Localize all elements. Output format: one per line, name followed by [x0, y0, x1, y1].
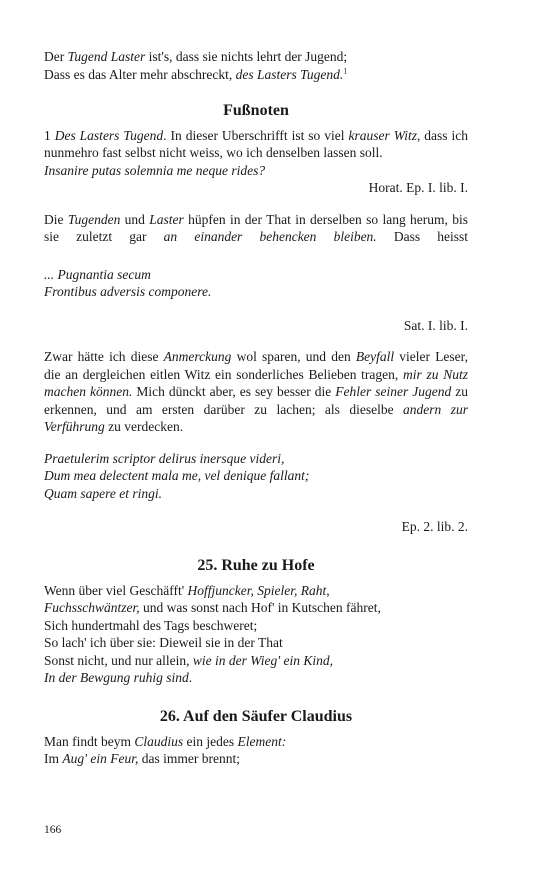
latin-quote-3-line-1: Praetulerim scriptor delirus inersque videri, — [44, 450, 285, 466]
poem-25-line-3: Sich hundertmahl des Tags beschweret; — [44, 617, 258, 633]
intro-line-1 — [44, 48, 468, 66]
poem-26-heading: 26. Auf den Säufer Claudius — [159, 707, 353, 725]
poem-25-heading: 25. Ruhe zu Hofe — [197, 556, 315, 574]
text: Der — [44, 49, 68, 64]
text: ist's, dass sie nichts lehrt der Jugend; — [145, 49, 348, 64]
footnote-number: 1 — [44, 127, 55, 143]
italic-text: des Lasters Tugend. — [235, 66, 344, 82]
citation-2: Sat. I. lib. I. — [403, 317, 468, 333]
poem-25-line-4: So lach' ich über sie: Dieweil sie in der That — [44, 635, 283, 650]
latin-quote-1: Insanire putas solemnia me neque rides? — [44, 162, 266, 178]
poem-25-line-6: In der Bewgung ruhig sind. — [44, 670, 193, 685]
italic-text: Tugend Laster — [67, 49, 146, 64]
poem-26-line-2: Im Aug' ein Feur, das immer brennt; — [44, 751, 240, 766]
latin-quote-3-line-2: Dum mea delectent mala me, vel denique fallant; — [44, 468, 310, 483]
footnote-paragraph-2: Die Tugenden und Laster hüpfen in der That in derselben so lang herum, bis sie zuletzt gar an einander behencken bleiben. Dass heisst — [44, 211, 469, 244]
italic-text: Des Lasters Tugend — [54, 127, 164, 143]
page-number: 166 — [44, 824, 62, 836]
footnote-marker[interactable]: 1 — [343, 66, 348, 75]
latin-quote-3-line-3: Quam sapere et ringi. — [44, 485, 162, 501]
footnote-paragraph-3: Zwar hätte ich diese Anmerckung wol sparen, und den Beyfall vieler Leser, die an dergleichen eitlen Witz ein sonderliches Belieben tragen, mir zu Nutz machen können. Mich dünckt aber, es sey besser die Fehler seiner Jugend zu erkennen, und am ersten darüber zu lachen; als dieselbe andern zur Verführung zu verdecken. — [44, 349, 469, 434]
poem-26-line-1: Man findt beym Claudius ein jedes Element: — [44, 733, 287, 749]
italic-text: krauser Witz — [348, 127, 417, 143]
latin-quote-2-line-2: Frontibus adversis componere. — [44, 284, 212, 299]
page-body — [44, 48, 468, 768]
text: . In dieser Uberschrifft ist so viel — [163, 127, 349, 143]
poem-25-line-5: Sonst nicht, und nur allein, wie in der Wieg' ein Kind, — [44, 652, 333, 668]
citation-3: Ep. 2. lib. 2. — [401, 519, 468, 534]
latin-quote-2-line-1: ... Pugnantia secum — [44, 266, 151, 282]
poem-25-line-2: Fuchsschwäntzer, und was sonst nach Hof' in Kutschen fähret, — [44, 600, 381, 615]
citation-1: Horat. Ep. I. lib. I. — [368, 180, 468, 195]
text: Dass es das Alter mehr abschreckt, — [44, 66, 236, 82]
footnotes-heading: Fußnoten — [223, 101, 289, 119]
poem-25-line-1: Wenn über viel Geschäfft' Hoffjuncker, Spieler, Raht, — [44, 582, 330, 598]
text: , dass ich nunmehro fast selbst nicht weiss, wo ich denselben lassen soll. — [44, 127, 468, 160]
intro-line-2 — [44, 66, 468, 84]
footnote-paragraph-1 — [44, 127, 468, 162]
